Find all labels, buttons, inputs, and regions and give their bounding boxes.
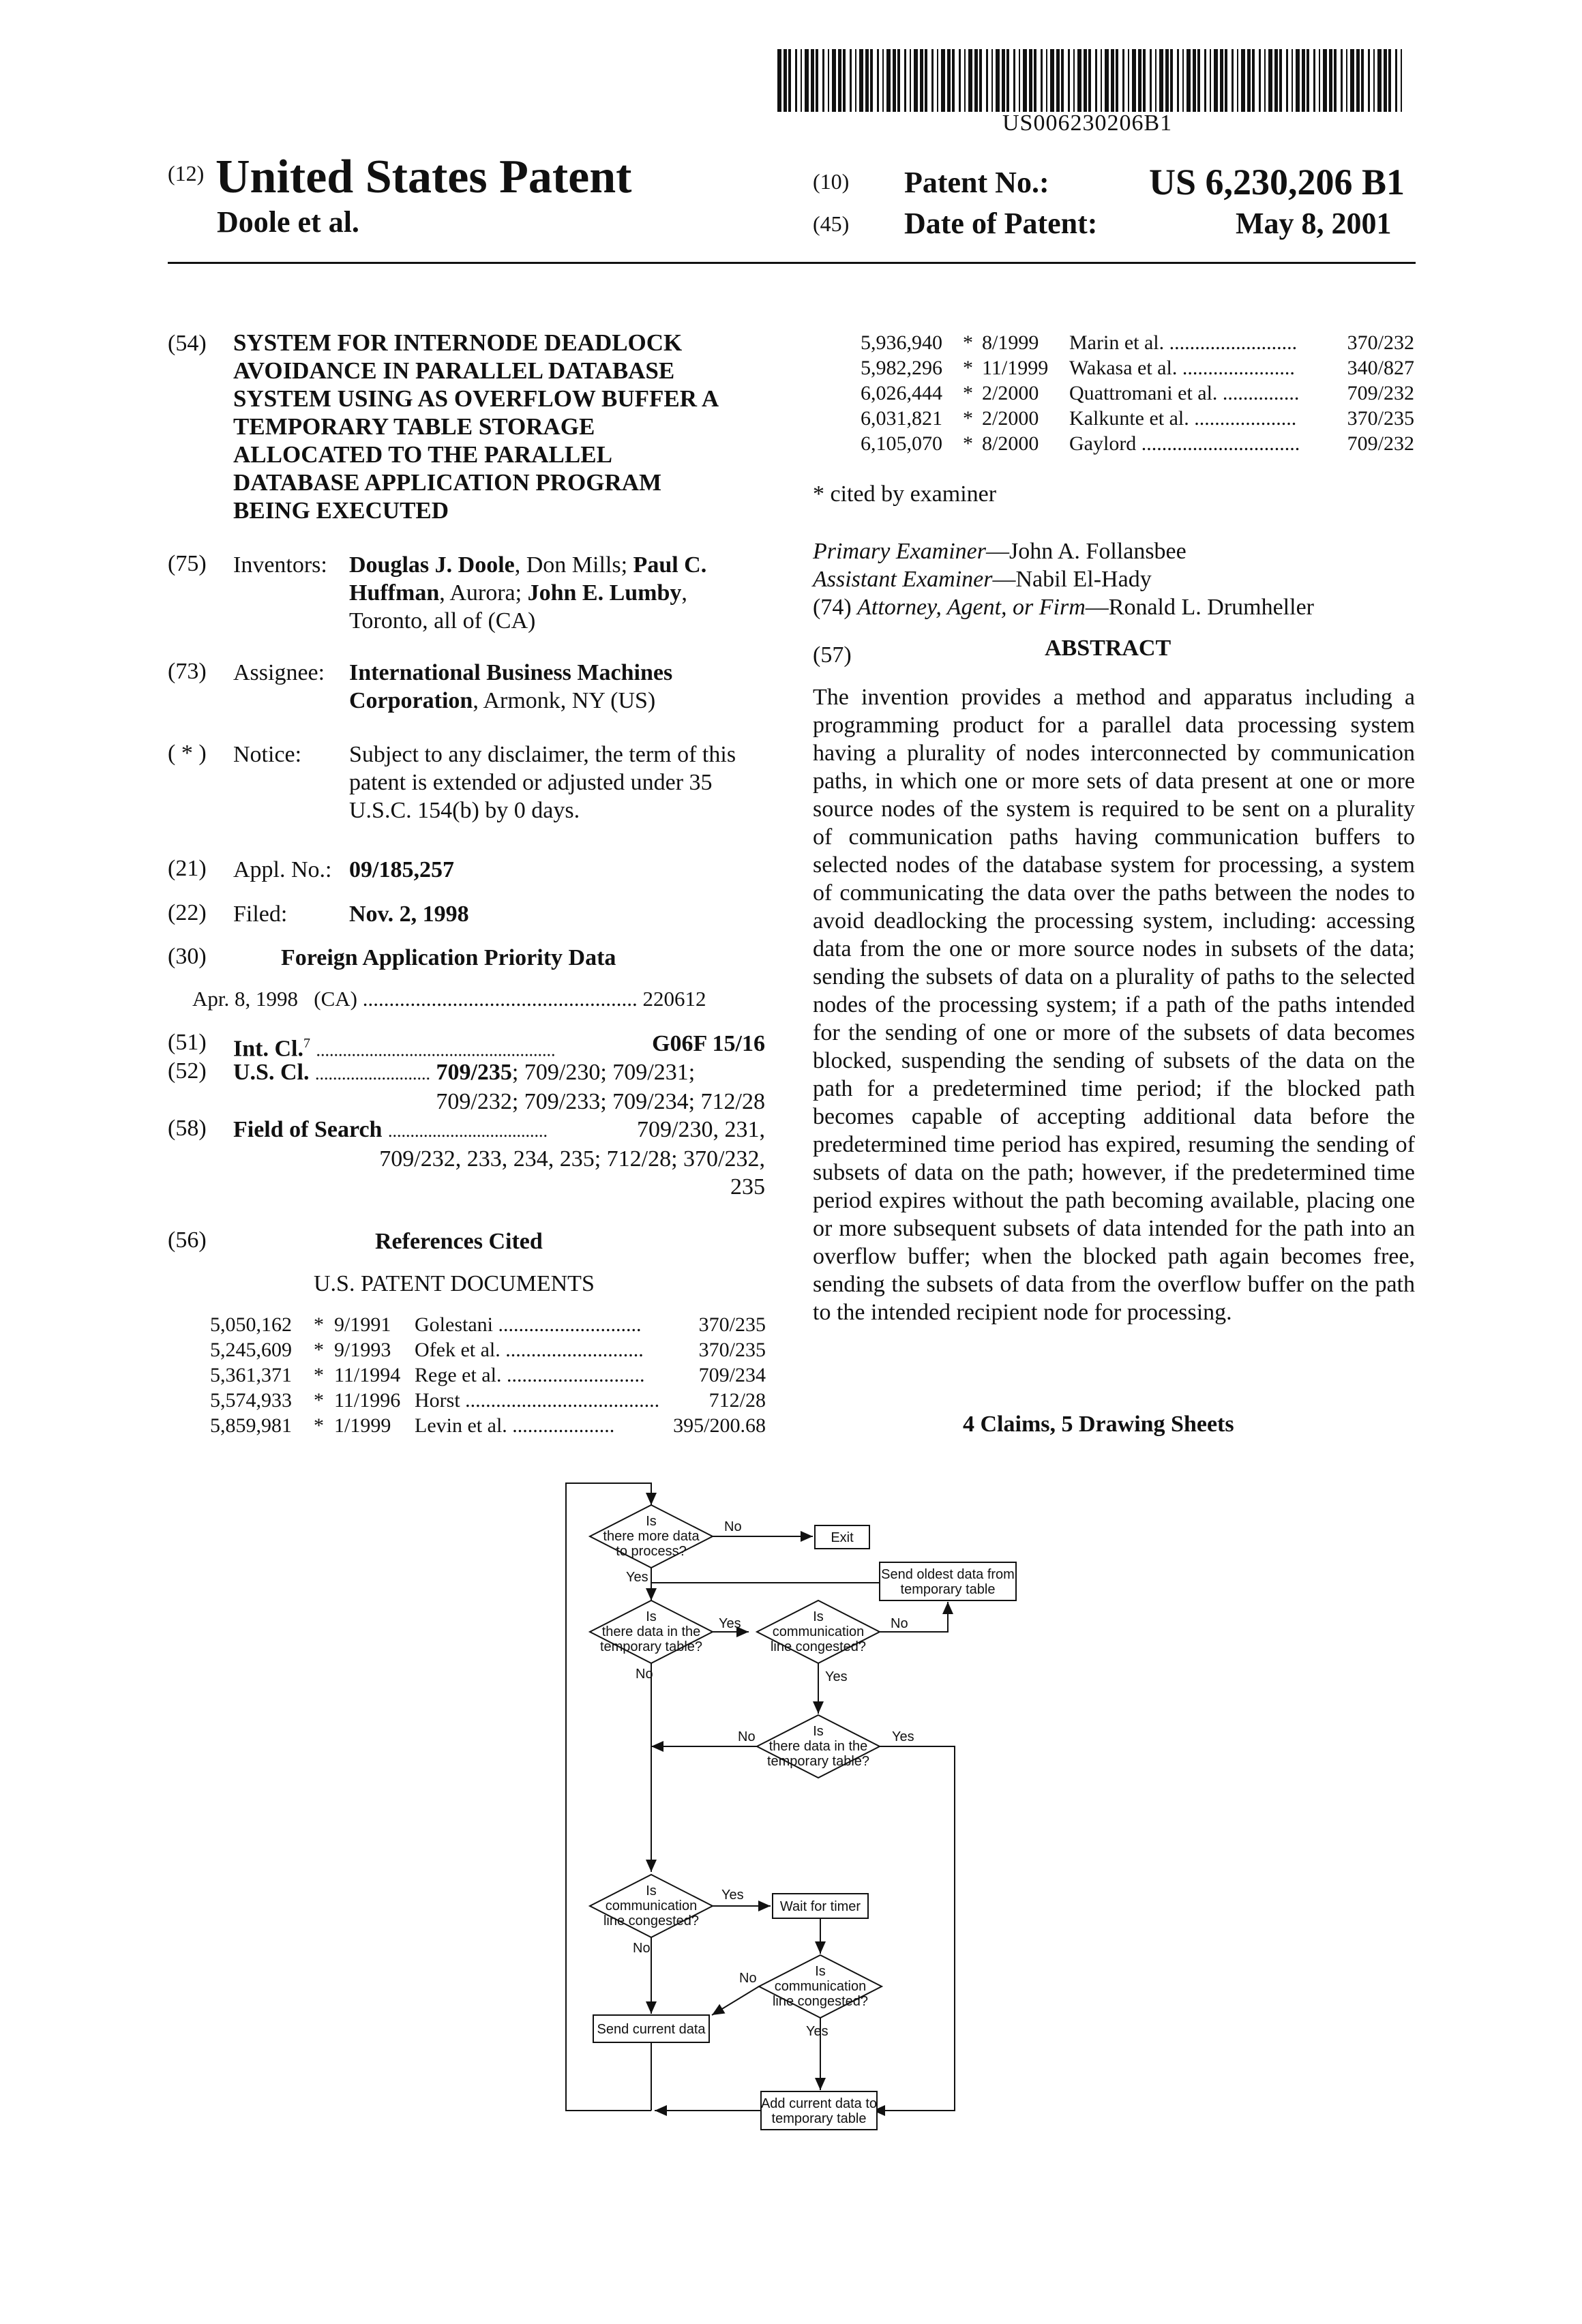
flow-text: Is [646, 1883, 657, 1898]
abstract-text: The invention provides a method and apparatus including a programming product for a parallel data processing system having a plurality of nodes interconnected by communication paths, in which one or more sets of data present at one or more source nodes of the system is required to be sent on a plurality of communication paths having communication buffers to selected nodes of the database system for processing, a system of communicating the data over the paths between the nodes to avoid deadlocking the processing system, including: accessing data from the one or more source nodes in subsets of the data; sending the subsets of data on a plurality of paths to the selected nodes of the processing system; if a path of the paths intended for the sending of one or more of the subsets of data becomes blocked, suspending the sending of subsets of the data on the path for a predetermined time period; if the blocked path becomes capable of accepting additional data before the predetermined time period has expired, resuming the sending of subsets of data on the path; however, if the predetermined time period expires without the path becoming available, placing one or more subsequent subsets of data intended for the path into an overflow buffer; when the blocked path again becomes free, sending the subsets of data from the overflow buffer on the path to the intended recipient node for processing. [813, 685, 1415, 1325]
flow-text: to process? [616, 1544, 687, 1559]
flow-text: Yes [719, 1616, 741, 1631]
ref-class: 395/200.68 [673, 1414, 766, 1437]
title-line: ALLOCATED TO THE PARALLEL [233, 441, 612, 468]
flow-text: line congested? [770, 1639, 867, 1654]
ref-num: 5,361,371 [210, 1364, 292, 1386]
flow-text: No [633, 1941, 651, 1956]
title-line: SYSTEM USING AS OVERFLOW BUFFER A [233, 385, 719, 412]
reference-row [210, 1313, 766, 1338]
flow-text: Yes [892, 1729, 914, 1744]
flow-text: Yes [825, 1669, 848, 1684]
flow-text: temporary table? [766, 1754, 870, 1769]
invention-title [233, 329, 751, 524]
flow-text: line congested? [603, 1913, 700, 1928]
reference-row [210, 1364, 766, 1388]
ref-name: Quattromani et al. ............... [1069, 382, 1300, 404]
ref-date: 1/1999 [334, 1414, 391, 1437]
doc-type-title: United States Patent [215, 151, 632, 203]
title-code: (54) [168, 331, 207, 356]
ref-star: * [963, 432, 973, 455]
ref-star: * [314, 1364, 324, 1386]
ref-num: 6,105,070 [861, 432, 942, 455]
title-line: TEMPORARY TABLE STORAGE [233, 413, 595, 440]
ref-name: Marin et al. ......................... [1069, 331, 1298, 354]
attorney: (74) Attorney, Agent, or Firm—Ronald L. Drumheller [813, 595, 1314, 620]
ref-date: 8/2000 [982, 432, 1039, 455]
ref-class: 709/232 [1347, 382, 1414, 404]
ref-class: 709/232 [1347, 432, 1414, 455]
ref-date: 9/1991 [334, 1313, 391, 1336]
flow-text: Is [815, 1964, 826, 1979]
intcl-row: Int. Cl.$^7$ ...................................................... G06F 15/16 [233, 1031, 765, 1062]
primary-examiner: Primary Examiner—John A. Follansbee [813, 539, 1186, 564]
reference-row [861, 382, 1414, 406]
flow-text: temporary table [900, 1582, 996, 1597]
filed-label: Filed: [233, 902, 288, 927]
ref-num: 5,574,933 [210, 1389, 292, 1412]
appl-number: 09/185,257 [349, 857, 454, 882]
refs-heading: References Cited [375, 1229, 543, 1254]
ref-num: 5,936,940 [861, 331, 942, 354]
flow-text: Exit [831, 1530, 854, 1545]
foreign-heading: Foreign Application Priority Data [281, 945, 616, 970]
ref-num: 5,982,296 [861, 357, 942, 379]
ref-name: Gaylord ............................... [1069, 432, 1300, 455]
flow-text: communication [774, 1979, 867, 1994]
uscl-row: U.S. Cl. .......................... 709/235; 709/230; 709/231; 709/232; 709/233; 709/234; 712/28 [233, 1060, 765, 1114]
flow-text: Send current data [597, 2022, 706, 2037]
flow-text: No [636, 1667, 653, 1682]
flow-text: temporary table? [599, 1639, 703, 1654]
flow-text: Add current data to [760, 2096, 878, 2111]
ref-name: Golestani ............................ [415, 1313, 642, 1336]
field-of-search: Field of Search .................................... 709/230, 231, 709/232, 233, 234, 235; 712/28; 370/232, 235 [233, 1117, 765, 1200]
inventors-label: Inventors: [233, 552, 327, 578]
notice-text: Subject to any disclaimer, the term of this patent is extended or adjusted under 35 U.S.C. 154(b) by 0 days. [349, 742, 736, 823]
flow-text: there data in the [768, 1739, 868, 1754]
code-10: (10) [813, 169, 850, 194]
flow-text: Is [813, 1724, 824, 1739]
inventors-line: Douglas J. Doole, Don Mills; Paul C. [349, 552, 707, 578]
ref-star: * [314, 1389, 324, 1412]
ref-class: 370/235 [698, 1313, 766, 1336]
reference-row [861, 331, 1414, 356]
flow-text: No [738, 1729, 756, 1744]
patent-no-label: Patent No.: [904, 166, 1049, 199]
title-line: AVOIDANCE IN PARALLEL DATABASE [233, 357, 675, 384]
uscl-code: (52) [168, 1058, 207, 1084]
inventors-short: Doole et al. [217, 205, 359, 239]
barcode-number: US006230206B1 [1002, 110, 1173, 136]
assignee-line: International Business Machines [349, 660, 673, 685]
filed-date: Nov. 2, 1998 [349, 902, 469, 927]
inventors-line: Toronto, all of (CA) [349, 608, 536, 634]
title-line: SYSTEM FOR INTERNODE DEADLOCK [233, 329, 683, 356]
ref-name: Horst ...................................... [415, 1389, 660, 1412]
ref-star: * [963, 357, 973, 379]
ref-class: 340/827 [1347, 357, 1414, 379]
code-12: (12) [168, 161, 205, 185]
refs-code: (56) [168, 1227, 207, 1253]
ref-star: * [314, 1313, 324, 1336]
ref-star: * [963, 331, 973, 354]
ref-star: * [963, 407, 973, 430]
foreign-row: Apr. 8, 1998 (CA) .................................................... 220612 [192, 987, 706, 1011]
assignee-line: Corporation, Armonk, NY (US) [349, 688, 656, 713]
appl-label: Appl. No.: [233, 857, 332, 882]
ref-date: 9/1993 [334, 1339, 391, 1361]
flow-text: temporary table [771, 2111, 867, 2126]
code-45: (45) [813, 211, 850, 236]
inventors-line: Huffman, Aurora; John E. Lumby, [349, 580, 687, 606]
assistant-examiner: Assistant Examiner—Nabil El-Hady [813, 567, 1152, 592]
reference-row [210, 1414, 766, 1439]
ref-class: 370/235 [698, 1339, 766, 1361]
ref-num: 6,026,444 [861, 382, 942, 404]
abstract-heading: ABSTRACT [1045, 636, 1171, 661]
flow-text: there data in the [601, 1624, 701, 1639]
flow-text: Send oldest data from [881, 1567, 1015, 1582]
reference-row [210, 1339, 766, 1363]
ref-class: 370/235 [1347, 407, 1414, 430]
assignee-label: Assignee: [233, 660, 325, 685]
ref-date: 11/1996 [334, 1389, 401, 1412]
barcode [777, 49, 1405, 112]
flow-text: Yes [626, 1570, 648, 1585]
flow-text: communication [772, 1624, 865, 1639]
ref-date: 2/2000 [982, 382, 1039, 404]
flow-text: Yes [806, 2024, 829, 2039]
title-line: BEING EXECUTED [233, 497, 449, 524]
ref-class: 712/28 [708, 1389, 766, 1412]
refs-subheading: U.S. PATENT DOCUMENTS [314, 1271, 595, 1296]
ref-date: 11/1994 [334, 1364, 401, 1386]
flow-text: Is [646, 1514, 657, 1529]
ref-num: 5,050,162 [210, 1313, 292, 1336]
notice-label: Notice: [233, 742, 302, 767]
flow-text: Wait for timer [779, 1899, 861, 1914]
ref-name: Kalkunte et al. .................... [1069, 407, 1297, 430]
abstract-code: (57) [813, 642, 852, 668]
field-code: (58) [168, 1116, 207, 1141]
assignee-code: (73) [168, 659, 207, 684]
intcl-code: (51) [168, 1030, 207, 1055]
claims-summary: 4 Claims, 5 Drawing Sheets [963, 1412, 1234, 1437]
reference-row [861, 432, 1414, 457]
flow-text: No [724, 1519, 742, 1534]
inventors-code: (75) [168, 551, 207, 576]
title-line: DATABASE APPLICATION PROGRAM [233, 469, 662, 496]
filed-code: (22) [168, 900, 207, 925]
notice-code: ( * ) [168, 741, 207, 766]
ref-star: * [314, 1414, 324, 1437]
ref-star: * [963, 382, 973, 404]
flowchart [546, 1476, 1091, 2145]
flow-text: line congested? [772, 1994, 869, 2009]
reference-row [861, 407, 1414, 432]
reference-row [861, 357, 1414, 381]
ref-class: 370/232 [1347, 331, 1414, 354]
ref-class: 709/234 [698, 1364, 766, 1386]
ref-num: 6,031,821 [861, 407, 942, 430]
patent-number: US 6,230,206 B1 [1149, 162, 1405, 203]
date-label: Date of Patent: [904, 207, 1098, 240]
patent-date: May 8, 2001 [1236, 207, 1392, 240]
foreign-code: (30) [168, 944, 207, 969]
flow-text: No [891, 1616, 908, 1631]
ref-star: * [314, 1339, 324, 1361]
ref-name: Wakasa et al. ...................... [1069, 357, 1295, 379]
flow-text: Yes [721, 1888, 744, 1903]
ref-date: 2/2000 [982, 407, 1039, 430]
flow-text: Is [646, 1609, 657, 1624]
ref-date: 8/1999 [982, 331, 1039, 354]
header-rule [168, 262, 1416, 264]
ref-name: Ofek et al. ........................... [415, 1339, 644, 1361]
flow-text: there more data [603, 1529, 700, 1544]
ref-num: 5,859,981 [210, 1414, 292, 1437]
flow-text: No [739, 1971, 757, 1986]
assignee-value [349, 659, 758, 715]
ref-num: 5,245,609 [210, 1339, 292, 1361]
inventors-list [349, 551, 758, 635]
ref-name: Levin et al. .................... [415, 1414, 615, 1437]
ref-date: 11/1999 [982, 357, 1049, 379]
cited-note: * cited by examiner [813, 481, 997, 507]
flow-text: communication [605, 1898, 698, 1913]
ref-name: Rege et al. ........................... [415, 1364, 645, 1386]
flow-text: Is [813, 1609, 824, 1624]
reference-row [210, 1389, 766, 1414]
appl-code: (21) [168, 856, 207, 881]
